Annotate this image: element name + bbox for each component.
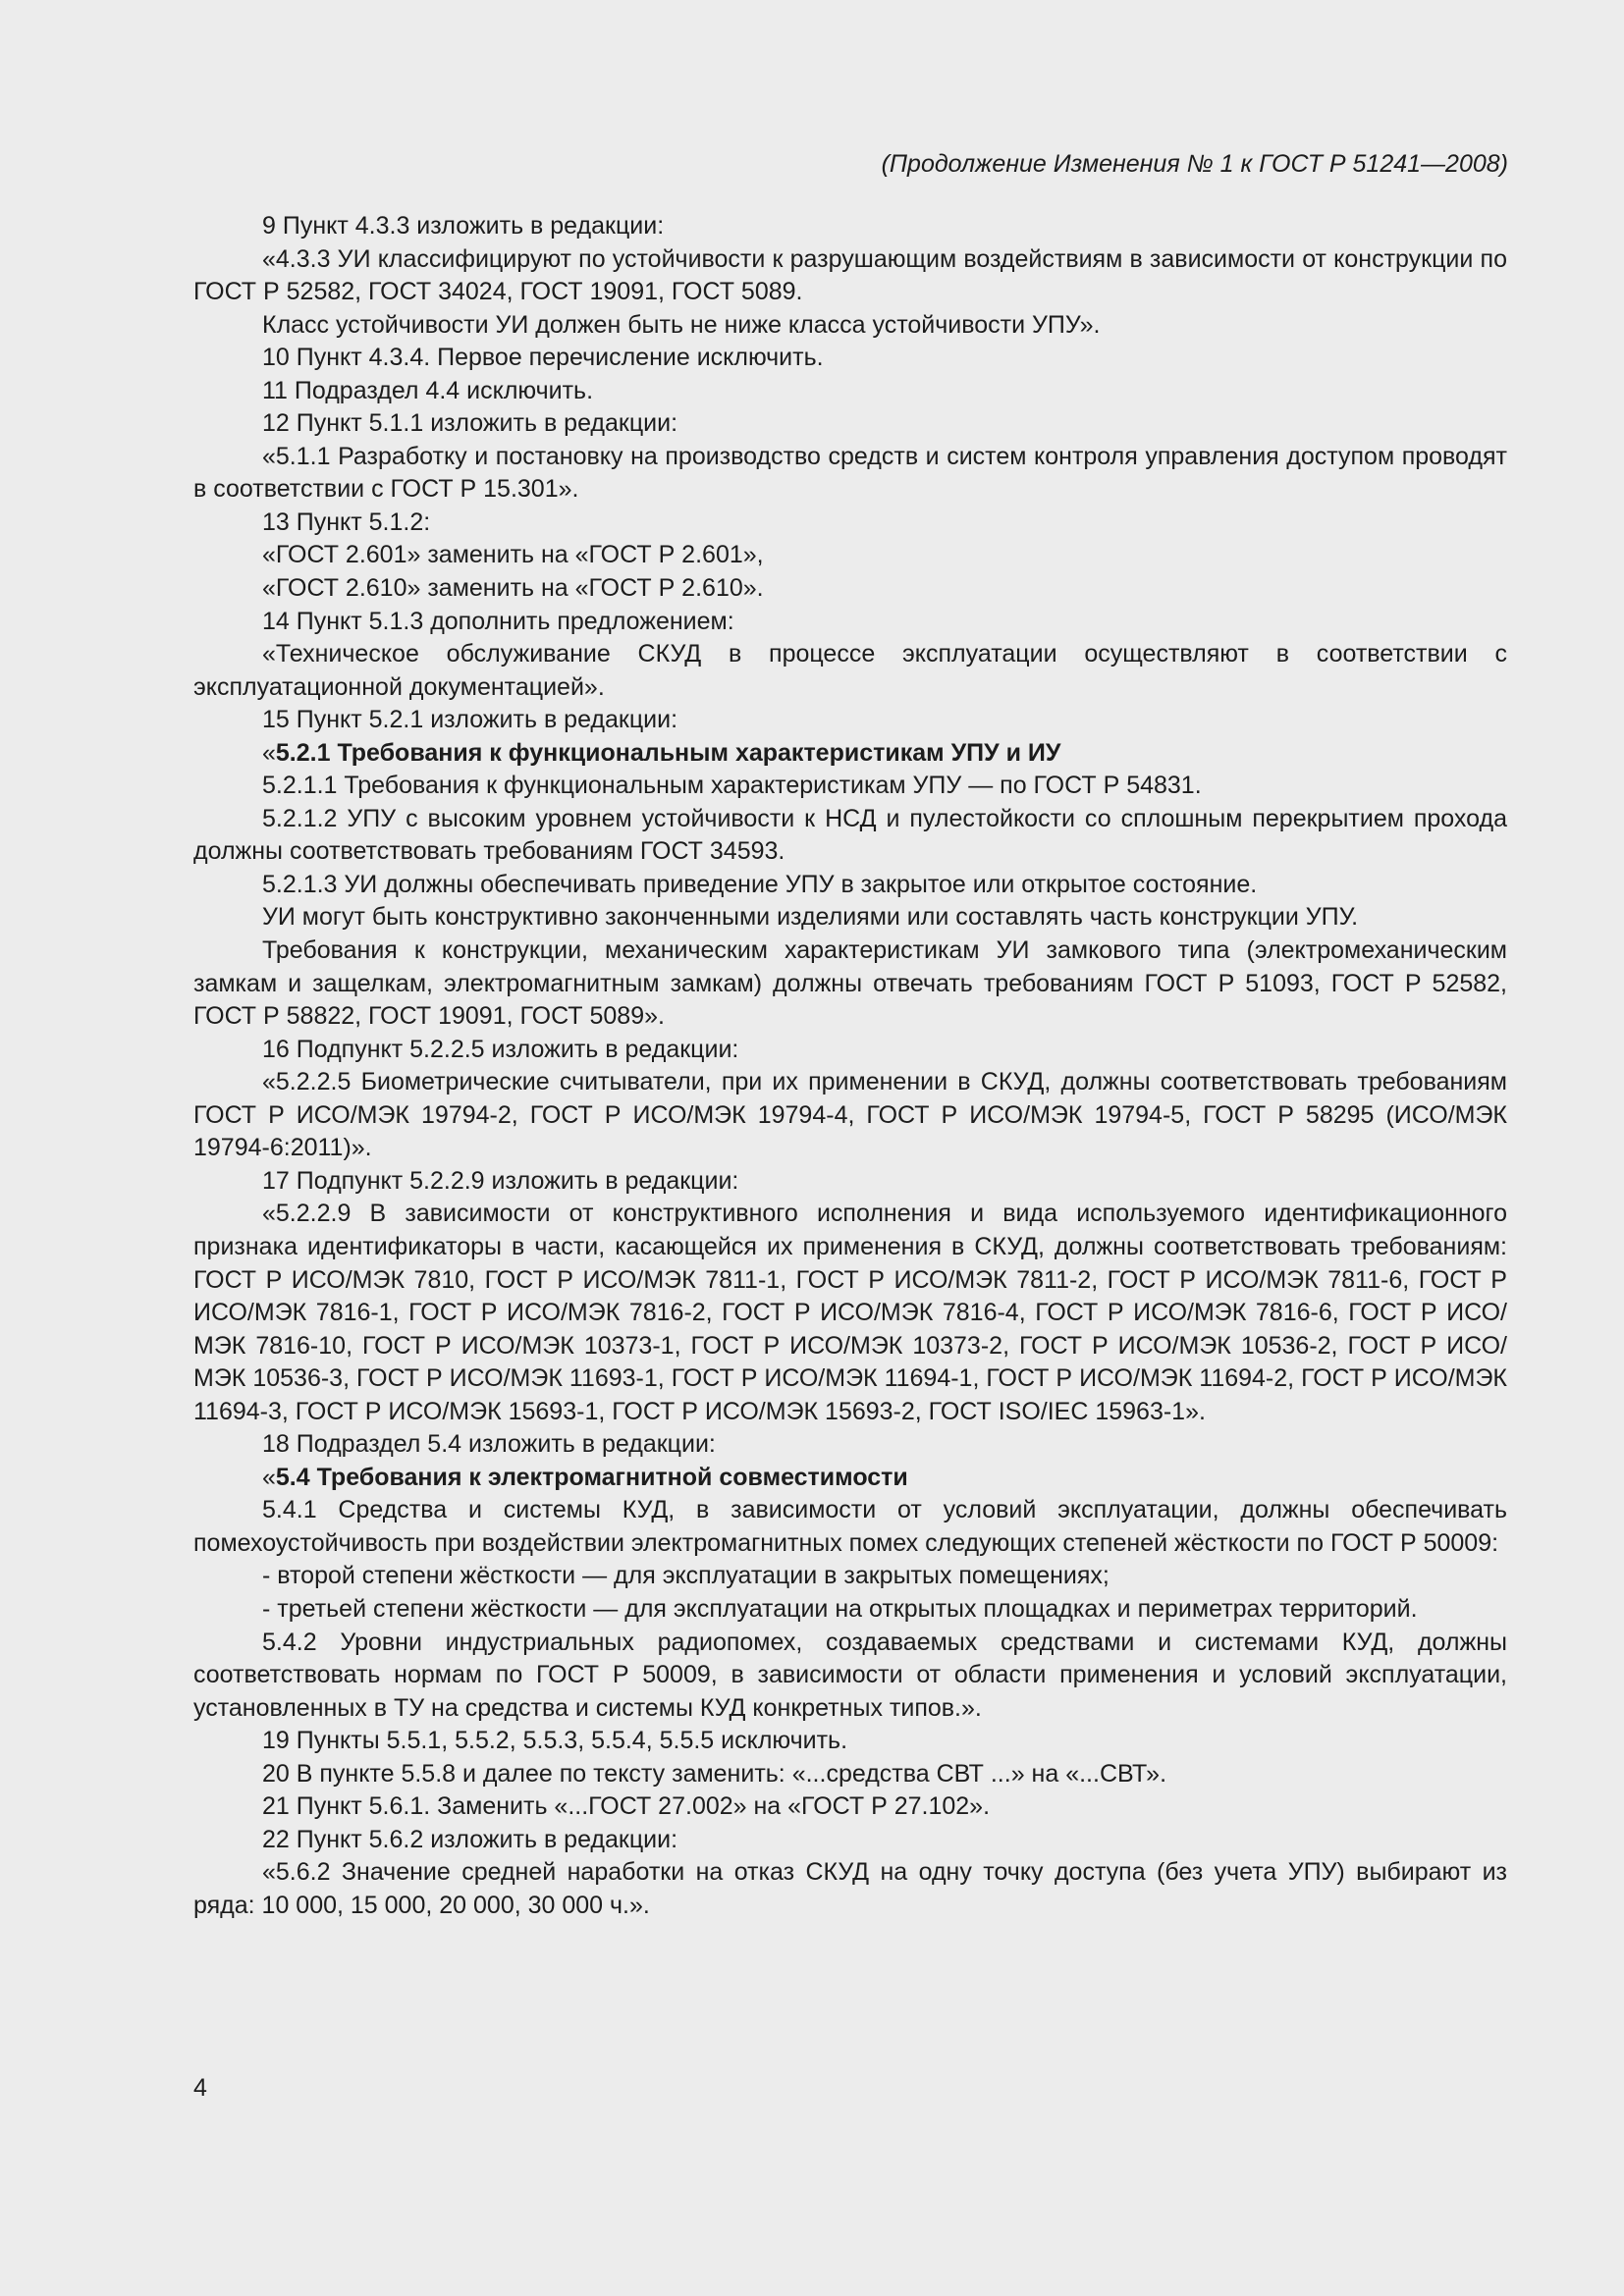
heading-text: 5.2.1 Требования к функциональным характеристикам УПУ и ИУ bbox=[275, 738, 1061, 767]
heading-text: 5.4 Требования к электромагнитной совместимости bbox=[275, 1463, 908, 1491]
page-header: (Продолжение Изменения № 1 к ГОСТ Р 51241—2008) bbox=[881, 150, 1508, 178]
document-body bbox=[193, 210, 1507, 1922]
page-number: 4 bbox=[193, 2074, 207, 2102]
paragraph: 14 Пункт 5.1.3 дополнить предложением: bbox=[262, 607, 734, 635]
paragraph: 21 Пункт 5.6.1. Заменить «...ГОСТ 27.002» на «ГОСТ Р 27.102». bbox=[262, 1792, 991, 1821]
paragraph: 5.2.1.3 УИ должны обеспечивать приведение УПУ в закрытое или открытое состояние. bbox=[262, 870, 1258, 898]
opening-quote: « bbox=[262, 738, 276, 767]
paragraph: 18 Подраздел 5.4 изложить в редакции: bbox=[262, 1430, 716, 1459]
paragraph: 17 Подпункт 5.2.2.9 изложить в редакции: bbox=[262, 1166, 739, 1195]
paragraph: Требования к конструкции, механическим характеристикам УИ замкового типа (электромеханическим замкам и защелкам, электромагнитным замкам) должны отвечать требованиям ГОСТ Р 51093, ГОСТ Р 52582, ГОСТ Р 58822, ГОСТ 19091, ГОСТ 5089». bbox=[193, 936, 1507, 1031]
paragraph: 12 Пункт 5.1.1 изложить в редакции: bbox=[262, 409, 678, 438]
paragraph: 5.4.2 Уровни индустриальных радиопомех, создаваемых средствами и системами КУД, должны соответствовать нормам по ГОСТ Р 50009, в зависимости от области применения и условий эксплуатации, установленных в ТУ на средства и системы КУД конкретных типов.». bbox=[193, 1628, 1507, 1722]
opening-quote: « bbox=[262, 1463, 276, 1491]
paragraph: «ГОСТ 2.601» заменить на «ГОСТ Р 2.601», bbox=[262, 541, 764, 569]
paragraph: 19 Пункты 5.5.1, 5.5.2, 5.5.3, 5.5.4, 5.5.5 исключить. bbox=[262, 1727, 848, 1755]
paragraph: 9 Пункт 4.3.3 изложить в редакции: bbox=[262, 212, 665, 240]
list-item: - второй степени жёсткости — для эксплуатации в закрытых помещениях; bbox=[262, 1562, 1110, 1590]
section-heading-5-2-1 bbox=[193, 737, 1507, 771]
paragraph: «Техническое обслуживание СКУД в процессе эксплуатации осуществляют в соответствии с эксплуатационной документацией». bbox=[193, 640, 1507, 701]
paragraph: 16 Подпункт 5.2.2.5 изложить в редакции: bbox=[262, 1035, 739, 1063]
paragraph: 22 Пункт 5.6.2 изложить в редакции: bbox=[262, 1825, 678, 1853]
paragraph: 10 Пункт 4.3.4. Первое перечисление исключить. bbox=[262, 344, 824, 372]
list-item: - третьей степени жёсткости — для эксплуатации на открытых площадках и периметрах территорий. bbox=[262, 1594, 1418, 1623]
paragraph: 20 В пункте 5.5.8 и далее по тексту заменить: «...средства СВТ ...» на «...СВТ». bbox=[262, 1759, 1167, 1788]
section-heading-5-4 bbox=[193, 1462, 1507, 1495]
paragraph: 13 Пункт 5.1.2: bbox=[262, 507, 431, 536]
paragraph: «5.2.2.5 Биометрические считыватели, при их применении в СКУД, должны соответствовать требованиям ГОСТ Р ИСО/МЭК 19794-2, ГОСТ Р ИСО/МЭК 19794-4, ГОСТ Р ИСО/МЭК 19794-5, ГОСТ Р 58295 (ИСО/МЭК 19794-6:2011)». bbox=[193, 1068, 1507, 1162]
paragraph: 15 Пункт 5.2.1 изложить в редакции: bbox=[262, 706, 678, 734]
paragraph: 5.4.1 Средства и системы КУД, в зависимости от условий эксплуатации, должны обеспечивать помехоустойчивость при воздействии электромагнитных помех следующих степеней жёсткости по ГОСТ Р 50009: bbox=[193, 1496, 1507, 1557]
paragraph: УИ могут быть конструктивно законченными изделиями или составлять часть конструкции УПУ. bbox=[262, 903, 1359, 932]
paragraph: «ГОСТ 2.610» заменить на «ГОСТ Р 2.610». bbox=[262, 574, 764, 603]
paragraph: «4.3.3 УИ классифицируют по устойчивости к разрушающим воздействиям в зависимости от конструкции по ГОСТ Р 52582, ГОСТ 34024, ГОСТ 19091, ГОСТ 5089. bbox=[193, 244, 1507, 306]
paragraph: «5.6.2 Значение средней наработки на отказ СКУД на одну точку доступа (без учета УПУ) выбирают из ряда: 10 000, 15 000, 20 000, 30 000 ч.». bbox=[193, 1858, 1507, 1919]
paragraph: 5.2.1.1 Требования к функциональным характеристикам УПУ — по ГОСТ Р 54831. bbox=[262, 772, 1202, 800]
paragraph: 5.2.1.2 УПУ с высоким уровнем устойчивости к НСД и пулестойкости со сплошным перекрытием прохода должны соответствовать требованиям ГОСТ 34593. bbox=[193, 804, 1507, 866]
paragraph: «5.2.2.9 В зависимости от конструктивного исполнения и вида используемого идентификационного признака идентификаторы в части, касающейся их применения в СКУД, должны соответствовать требованиям: ГОСТ Р ИСО/МЭК 7810, ГОСТ Р ИСО/МЭК 7811-1, ГОСТ Р ИСО/МЭК 7811-2, ГОСТ Р ИСО/МЭК 7811-6, ГОСТ Р ИСО/МЭК 7816-1, ГОСТ Р ИСО/МЭК 7816-2, ГОСТ Р ИСО/МЭК 7816-4, ГОСТ Р ИСО/МЭК 7816-6, ГОСТ Р ИСО/МЭК 7816-10, ГОСТ Р ИСО/МЭК 10373-1, ГОСТ Р ИСО/МЭК 10373-2, ГОСТ Р ИСО/МЭК 10536-2, ГОСТ Р ИСО/МЭК 10536-3, ГОСТ Р ИСО/МЭК 11693-1, ГОСТ Р ИСО/МЭК 11694-1, ГОСТ Р ИСО/МЭК 11694-2, ГОСТ Р ИСО/МЭК 11694-3, ГОСТ Р ИСО/МЭК 15693-1, ГОСТ Р ИСО/МЭК 15693-2, ГОСТ ISO/IEC 15963-1». bbox=[193, 1200, 1507, 1425]
paragraph: Класс устойчивости УИ должен быть не ниже класса устойчивости УПУ». bbox=[262, 310, 1101, 339]
paragraph: 11 Подраздел 4.4 исключить. bbox=[262, 376, 594, 404]
paragraph: «5.1.1 Разработку и постановку на производство средств и систем контроля управления доступом проводят в соответствии с ГОСТ Р 15.301». bbox=[193, 442, 1507, 504]
